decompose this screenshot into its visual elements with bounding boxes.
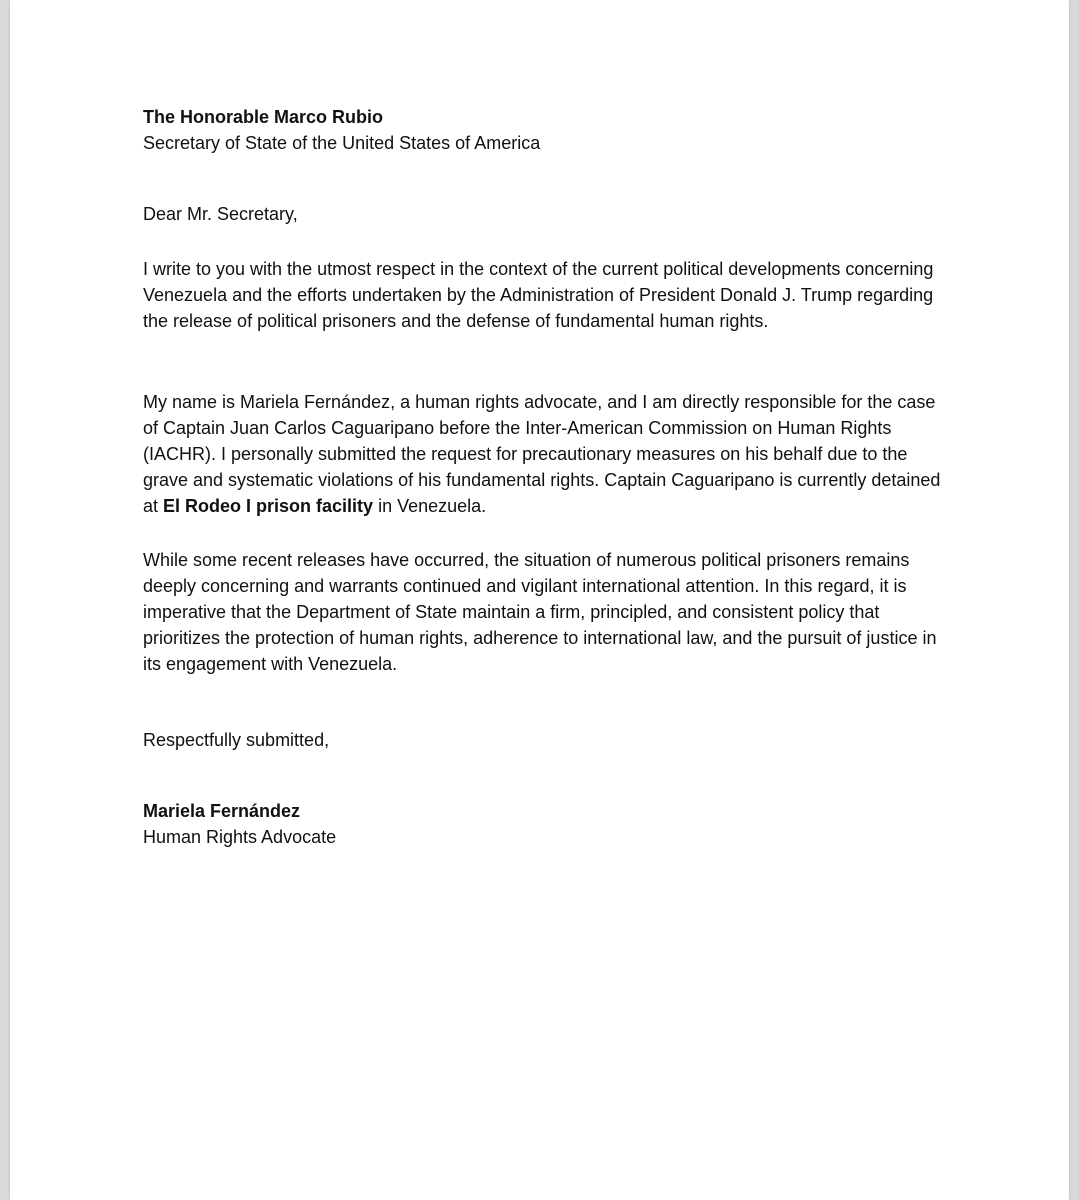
closing-text: Respectfully submitted, — [143, 730, 330, 750]
paragraph-2 — [143, 389, 943, 519]
signature-name: Mariela Fernández — [143, 801, 301, 821]
paragraph-1 — [143, 256, 943, 334]
salutation-text: Dear Mr. Secretary, — [143, 204, 298, 224]
recipient-block — [143, 104, 943, 156]
recipient-name: The Honorable Marco Rubio — [143, 107, 384, 127]
paragraph-2-text — [143, 389, 943, 519]
paragraph-3-text: While some recent releases have occurred, the situation of numerous political prisoners remains deeply concerning and warrants continued and vigilant international attention. In this regard, it is imperative that the Department of State maintain a firm, principled, and consistent policy that prioritizes the protection of human rights, adherence to international law, and the pursuit of justice in its engagement with Venezuela. — [143, 550, 937, 674]
closing — [143, 727, 943, 753]
signature-title: Human Rights Advocate — [143, 827, 337, 847]
paragraph-2-before-bold: My name is Mariela Fernández, a human rights advocate, and I am directly responsible for the case of Captain Juan Carlos Caguaripano before the Inter-American Commission on Human Rights (IACHR). I personally submitted the request for precautionary measures on his behalf due to the grave and systematic violations of his fundamental rights. Captain Caguaripano is currently detained at — [143, 392, 941, 516]
recipient-title: Secretary of State of the United States of America — [143, 133, 541, 153]
paragraph-2-after-bold: in Venezuela. — [373, 496, 487, 516]
prison-facility-name: El Rodeo I prison facility — [163, 496, 374, 516]
signature-block — [143, 798, 943, 850]
salutation — [143, 201, 943, 227]
paragraph-1-text: I write to you with the utmost respect in the context of the current political developments concerning Venezuela and the efforts undertaken by the Administration of President Donald J. Trump regarding the release of political prisoners and the defense of fundamental human rights. — [143, 259, 934, 331]
paragraph-3 — [143, 547, 943, 677]
letter-page — [10, 0, 1069, 1200]
